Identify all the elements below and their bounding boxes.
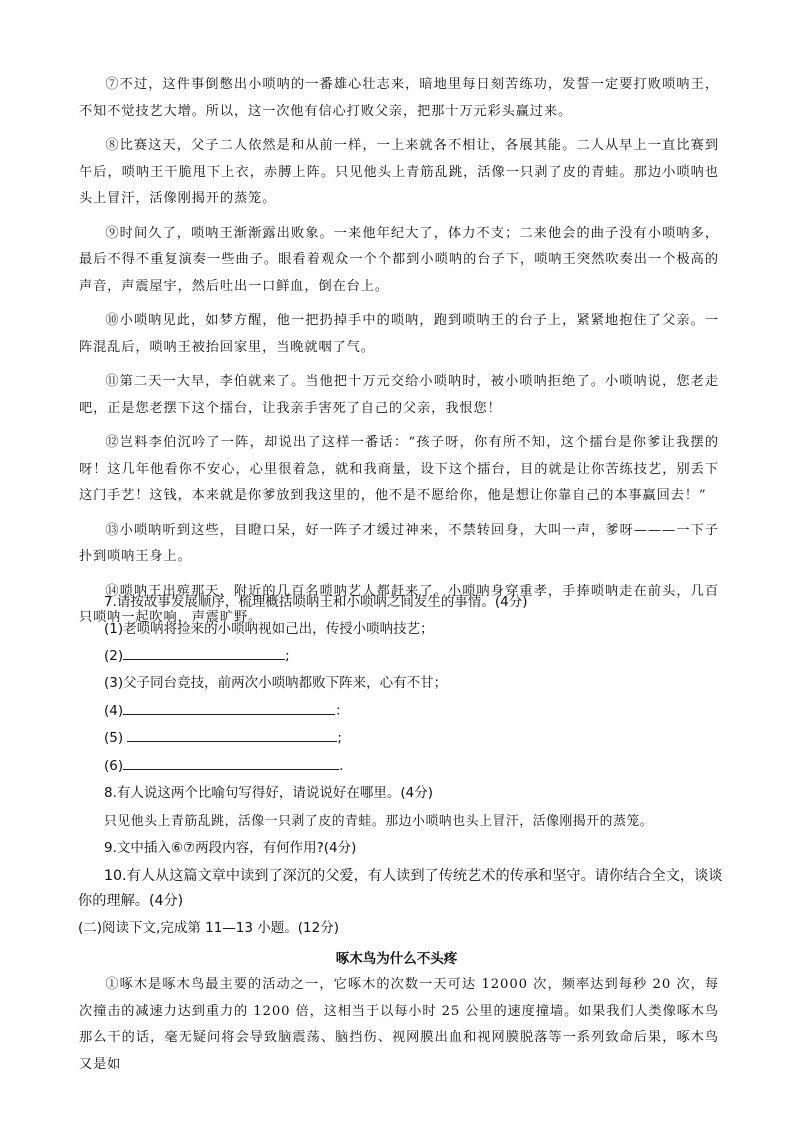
question-9: 9.文中插入⑥⑦两段内容，有何作用?(4分) [104, 840, 357, 856]
item-4-end: ： [335, 703, 349, 719]
question-10-line-2: 你的理解。(4分) [78, 893, 184, 909]
question-8: 8.有人说这两个比喻句写得好，请说说好在哪里。(4分) [104, 785, 434, 801]
article-text [79, 972, 719, 1078]
paragraph-8: ⑧比赛这天，父子二人依然是和从前一样，一上来就各不相让，各展其能。二人从早上一直比赛到午后，唢呐王干脆甩下上衣，赤膊上阵。只见他头上青筋乱跳，活像一只剥了皮的青蛙。那边小唢呐也头上冒汗，活像刚揭开的蒸笼。 [79, 138, 719, 206]
question-7-item-4 [104, 701, 724, 721]
section-2-heading: (二)阅读下文,完成第 11—13 小题。(12分) [78, 920, 339, 936]
paragraph-10: ⑩小唢呐见此，如梦方醒，他一把扔掉手中的唢呐，跑到唢呐王的台子上，紧紧地抱住了父亲。一阵混乱后，唢呐王被抬回家里，当晚就咽了气。 [79, 313, 719, 355]
article-title: 啄木鸟为什么不头疼 [335, 951, 458, 967]
question-7-item-5 [104, 728, 724, 748]
answer-blank-5[interactable] [127, 728, 337, 742]
question-7-item-1: (1)老唢呐将捡来的小唢呐视如己出，传授小唢呐技艺； [104, 621, 434, 637]
paragraph-14: ⑭唢呐王出殡那天，附近的几百名唢呐艺人都赶来了。小唢呐身穿重孝，手捧唢呐走在前头，几百只唢呐一起吹响，声震旷野。 [79, 583, 719, 625]
item-6-label: (6) [104, 758, 124, 774]
paragraph-11: ⑪第二天一大早，李伯就来了。当他把十万元交给小唢呐时，被小唢呐拒绝了。小唢呐说，您老走吧，正是您老摆下这个擂台，让我亲手害死了自己的父亲，我恨您！ [79, 374, 719, 416]
item-2-label: (2) [104, 648, 124, 664]
item-5-end: ; [337, 730, 342, 746]
paragraph-9: ⑨时间久了，唢呐王渐渐露出败象。一来他年纪大了，体力不支；二来他会的曲子没有小唢呐多，最后不得不重复演奏一些曲子。眼看着观众一个个都到小唢呐的台子下，唢呐王突然吹奏出一个极高的声音，声震屋宇，然后吐出一口鲜血，倒在台上。 [79, 225, 719, 294]
question-7: 7.请按故事发展顺序，梳理概括唢呐王和小唢呐之间发生的事情。(4分) [104, 594, 528, 610]
item-6-end: . [339, 758, 344, 774]
paragraph-13: ⑬小唢呐听到这些，目瞪口呆，好一阵子才缓过神来，不禁转回身，大叫一声，爹呀———一下子扑到唢呐王身上。 [79, 522, 719, 564]
item-5-label: (5) [104, 730, 124, 746]
paragraph-12: ⑫岂料李伯沉吟了一阵，却说出了这样一番话：“孩子呀，你有所不知，这个擂台是你爹让我摆的呀！这几年他看你不安心，心里很着急，就和我商量，设下这个擂台，目的就是让你苦练技艺，别丢下这门手艺！这钱，本来就是你爹放到我这里的，他不是不愿给你，他是想让你靠自己的本事赢回去！” [79, 435, 719, 503]
question-7-item-6 [104, 756, 724, 776]
question-10-line-1: 10.有人从这篇文章中读到了深沉的父爱，有人读到了传统艺术的传承和坚守。请你结合全文，谈谈 [104, 868, 723, 884]
question-8-quote: 只见他头上青筋乱跳，活像一只剥了皮的青蛙。那边小唢呐也头上冒汗，活像刚揭开的蒸笼。 [104, 814, 654, 829]
question-7-item-2 [104, 646, 724, 666]
paragraph-7: ⑦不过，这件事倒憋出小唢呐的一番雄心壮志来，暗地里每日刻苦练功，发誓一定要打败唢呐王，不知不觉技艺大增。所以，这一次他有信心打败父亲，把那十万元彩头赢过来。 [79, 77, 719, 119]
item-4-label: (4) [104, 703, 124, 719]
answer-blank-4[interactable] [123, 701, 335, 715]
answer-blank-2[interactable] [123, 646, 285, 660]
story-text [79, 72, 719, 640]
article-paragraph-1: ①啄木是啄木鸟最主要的活动之一，它啄木的次数一天可达 12000 次，频率达到每秒 20 次，每次撞击的减速力达到重力的 1200 倍，这相当于以每小时 25 公里的速度撞墙。如果我们人类像啄木鸟那么干的话，毫无疑问将会导致脑震荡、脑挡伤、视网膜出血和视网膜脱落等一系列致命后果，啄木鸟又是如 [79, 977, 719, 1072]
answer-blank-6[interactable] [123, 756, 339, 770]
item-2-end: ; [285, 648, 290, 664]
question-7-item-3: (3)父子同台竞技，前两次小唢呐都败下阵来，心有不甘； [104, 675, 448, 691]
